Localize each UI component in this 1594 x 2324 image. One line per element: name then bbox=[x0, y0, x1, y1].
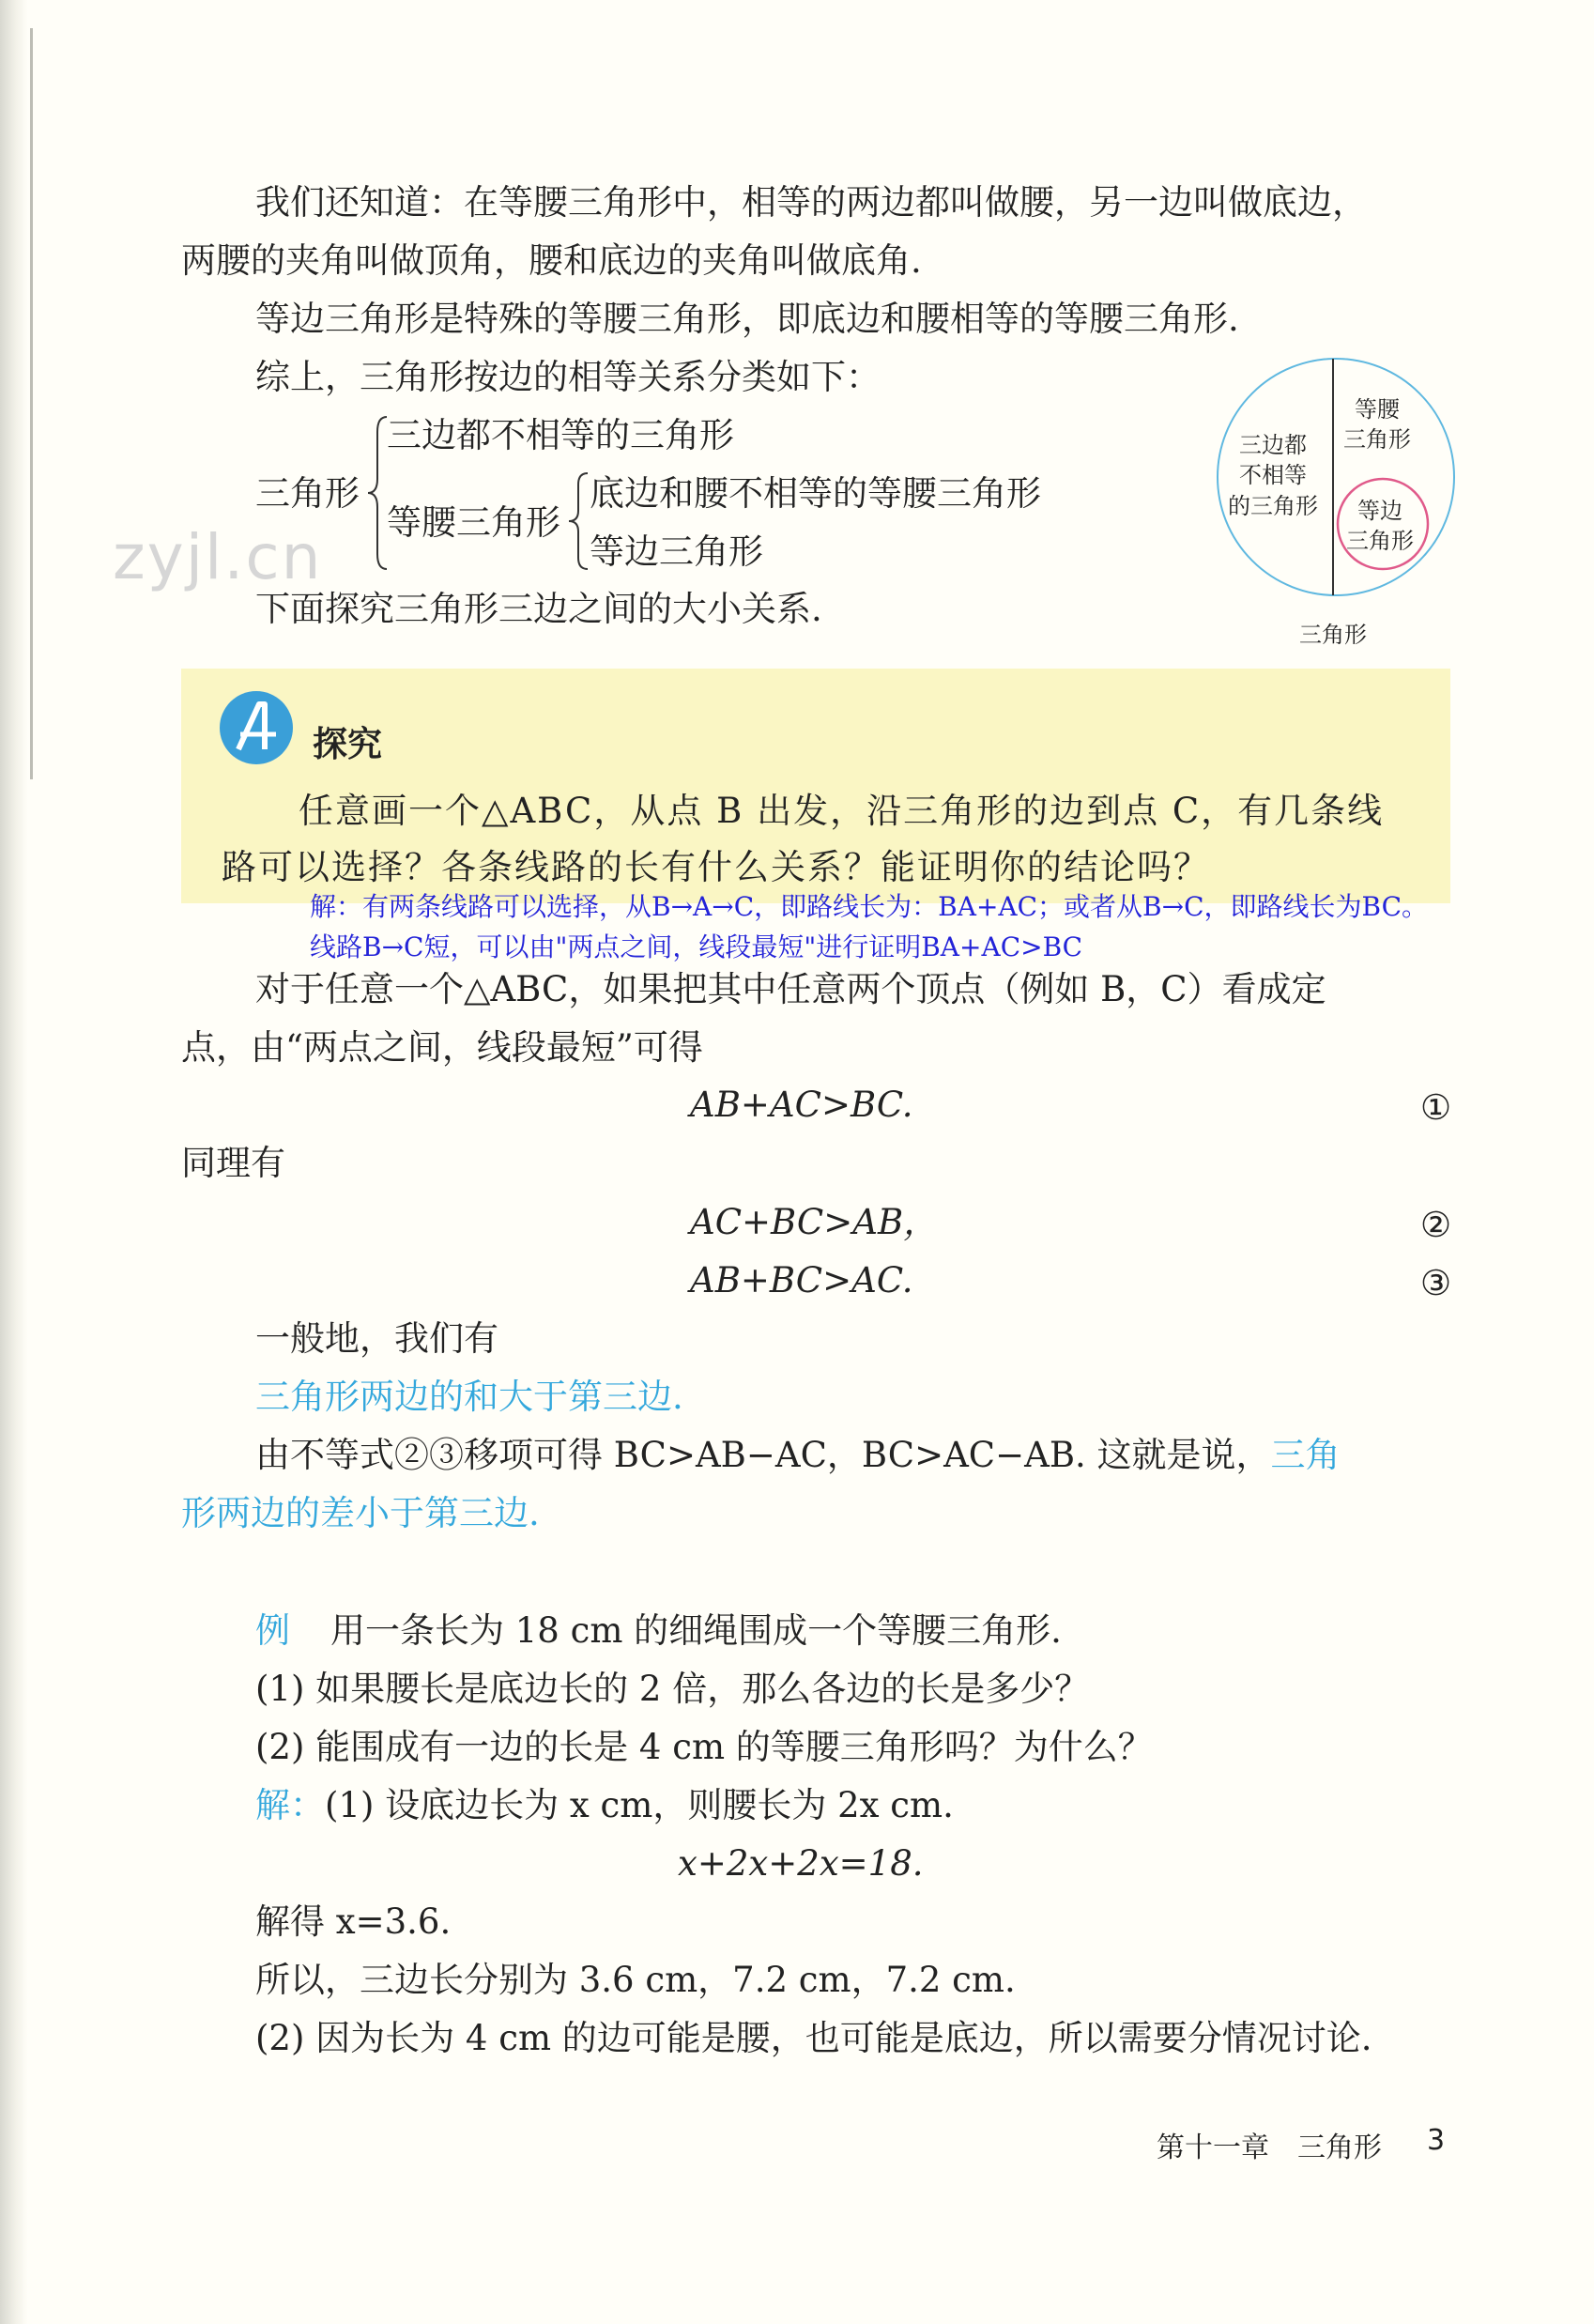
venn-equilateral-label: 等边 三角形 bbox=[1346, 498, 1414, 555]
explore-line-2: 路可以选择？各条线路的长有什么关系？能证明你的结论吗？ bbox=[222, 847, 1210, 887]
proof-line-1: 对于任意一个△ABC，如果把其中任意两个顶点（例如 B，C）看成定 bbox=[255, 969, 1326, 1009]
intro-line-3: 等边三角形是特殊的等腰三角形，即底边和腰相等的等腰三角形. bbox=[255, 299, 1239, 339]
answer-line-1: 解：有两条线路可以选择，从B→A→C，即路线长为：BA+AC；或者从B→C，即路线长为BC。 bbox=[310, 891, 1429, 922]
answer-line-2: 线路B→C短，可以由"两点之间，线段最短"进行证明BA+AC>BC bbox=[310, 931, 1083, 962]
brace-2 bbox=[567, 469, 591, 573]
equation-1-number: ① bbox=[1420, 1087, 1452, 1128]
class-iso-not-equilateral: 底边和腰不相等的等腰三角形 bbox=[590, 473, 1041, 514]
intro-line-1: 我们还知道：在等腰三角形中，相等的两边都叫做腰，另一边叫做底边， bbox=[255, 182, 1367, 223]
intro-line-4: 综上，三角形按边的相等关系分类如下： bbox=[255, 357, 881, 397]
equation-3: AB+BC>AC. bbox=[690, 1260, 913, 1301]
solution-solve: 解得 x=3.6. bbox=[255, 1901, 452, 1942]
deduction-cyan: 三角 bbox=[1270, 1435, 1341, 1475]
explore-line-1: 任意画一个△ABC，从点 B 出发，沿三角形的边到点 C，有几条线 bbox=[299, 791, 1385, 831]
solution-equation: x+2x+2x=18. bbox=[678, 1843, 924, 1884]
venn-left-label: 三边都 不相等 的三角形 bbox=[1228, 432, 1318, 519]
example-line-1: 用一条长为 18 cm 的细绳围成一个等腰三角形. bbox=[330, 1610, 1062, 1651]
theorem-difference: 形两边的差小于第三边. bbox=[181, 1493, 540, 1533]
same-reason: 同理有 bbox=[181, 1143, 285, 1183]
class-equilateral: 等边三角形 bbox=[590, 531, 763, 572]
solution-line-1 bbox=[255, 1785, 954, 1825]
explore-icon bbox=[218, 689, 295, 766]
equation-2-number: ② bbox=[1420, 1205, 1452, 1245]
proof-line-2: 点，由“两点之间，线段最短”可得 bbox=[181, 1027, 703, 1068]
footer-chapter: 第十一章 bbox=[1157, 2132, 1269, 2164]
example-label: 例 bbox=[255, 1610, 290, 1651]
intro-line-2: 两腰的夹角叫做顶角，腰和底边的夹角叫做底角. bbox=[181, 240, 922, 281]
venn-caption: 三角形 bbox=[1299, 622, 1367, 648]
equation-2: AC+BC>AB， bbox=[690, 1202, 939, 1242]
binding-line bbox=[30, 28, 33, 779]
solution-text: (1) 设底边长为 x cm，则腰长为 2x cm. bbox=[325, 1785, 954, 1825]
solution-result: 所以，三边长分别为 3.6 cm，7.2 cm，7.2 cm. bbox=[255, 1960, 1016, 2000]
theorem-sum: 三角形两边的和大于第三边. bbox=[255, 1377, 683, 1417]
class-scalene: 三边都不相等的三角形 bbox=[387, 415, 734, 455]
solution-label: 解： bbox=[255, 1785, 325, 1825]
equation-1: AB+AC>BC. bbox=[690, 1085, 913, 1125]
deduction-text: 由不等式②③移项可得 BC>AB−AC，BC>AC−AB. 这就是说， bbox=[255, 1435, 1271, 1475]
watermark: zyjl.cn bbox=[113, 521, 323, 593]
deduction-line bbox=[255, 1435, 1341, 1475]
solution-part-2: (2) 因为长为 4 cm 的边可能是腰，也可能是底边，所以需要分情况讨论. bbox=[255, 2018, 1372, 2058]
transition-text: 下面探究三角形三边之间的大小关系. bbox=[255, 589, 822, 629]
book-spine-shadow bbox=[0, 0, 28, 2324]
explore-title: 探究 bbox=[313, 724, 382, 764]
venn-isosceles-label: 等腰 三角形 bbox=[1343, 396, 1411, 454]
equation-3-number: ③ bbox=[1420, 1263, 1452, 1303]
footer-title: 三角形 bbox=[1297, 2132, 1382, 2164]
footer-page-number: 3 bbox=[1427, 2124, 1446, 2157]
example-question-1: (1) 如果腰长是底边长的 2 倍，那么各边的长是多少？ bbox=[255, 1669, 1090, 1709]
class-root: 三角形 bbox=[255, 473, 360, 514]
example-question-2: (2) 能围成有一边的长是 4 cm 的等腰三角形吗？为什么？ bbox=[255, 1727, 1153, 1767]
class-isosceles: 等腰三角形 bbox=[387, 502, 560, 543]
general-statement: 一般地，我们有 bbox=[255, 1318, 498, 1359]
